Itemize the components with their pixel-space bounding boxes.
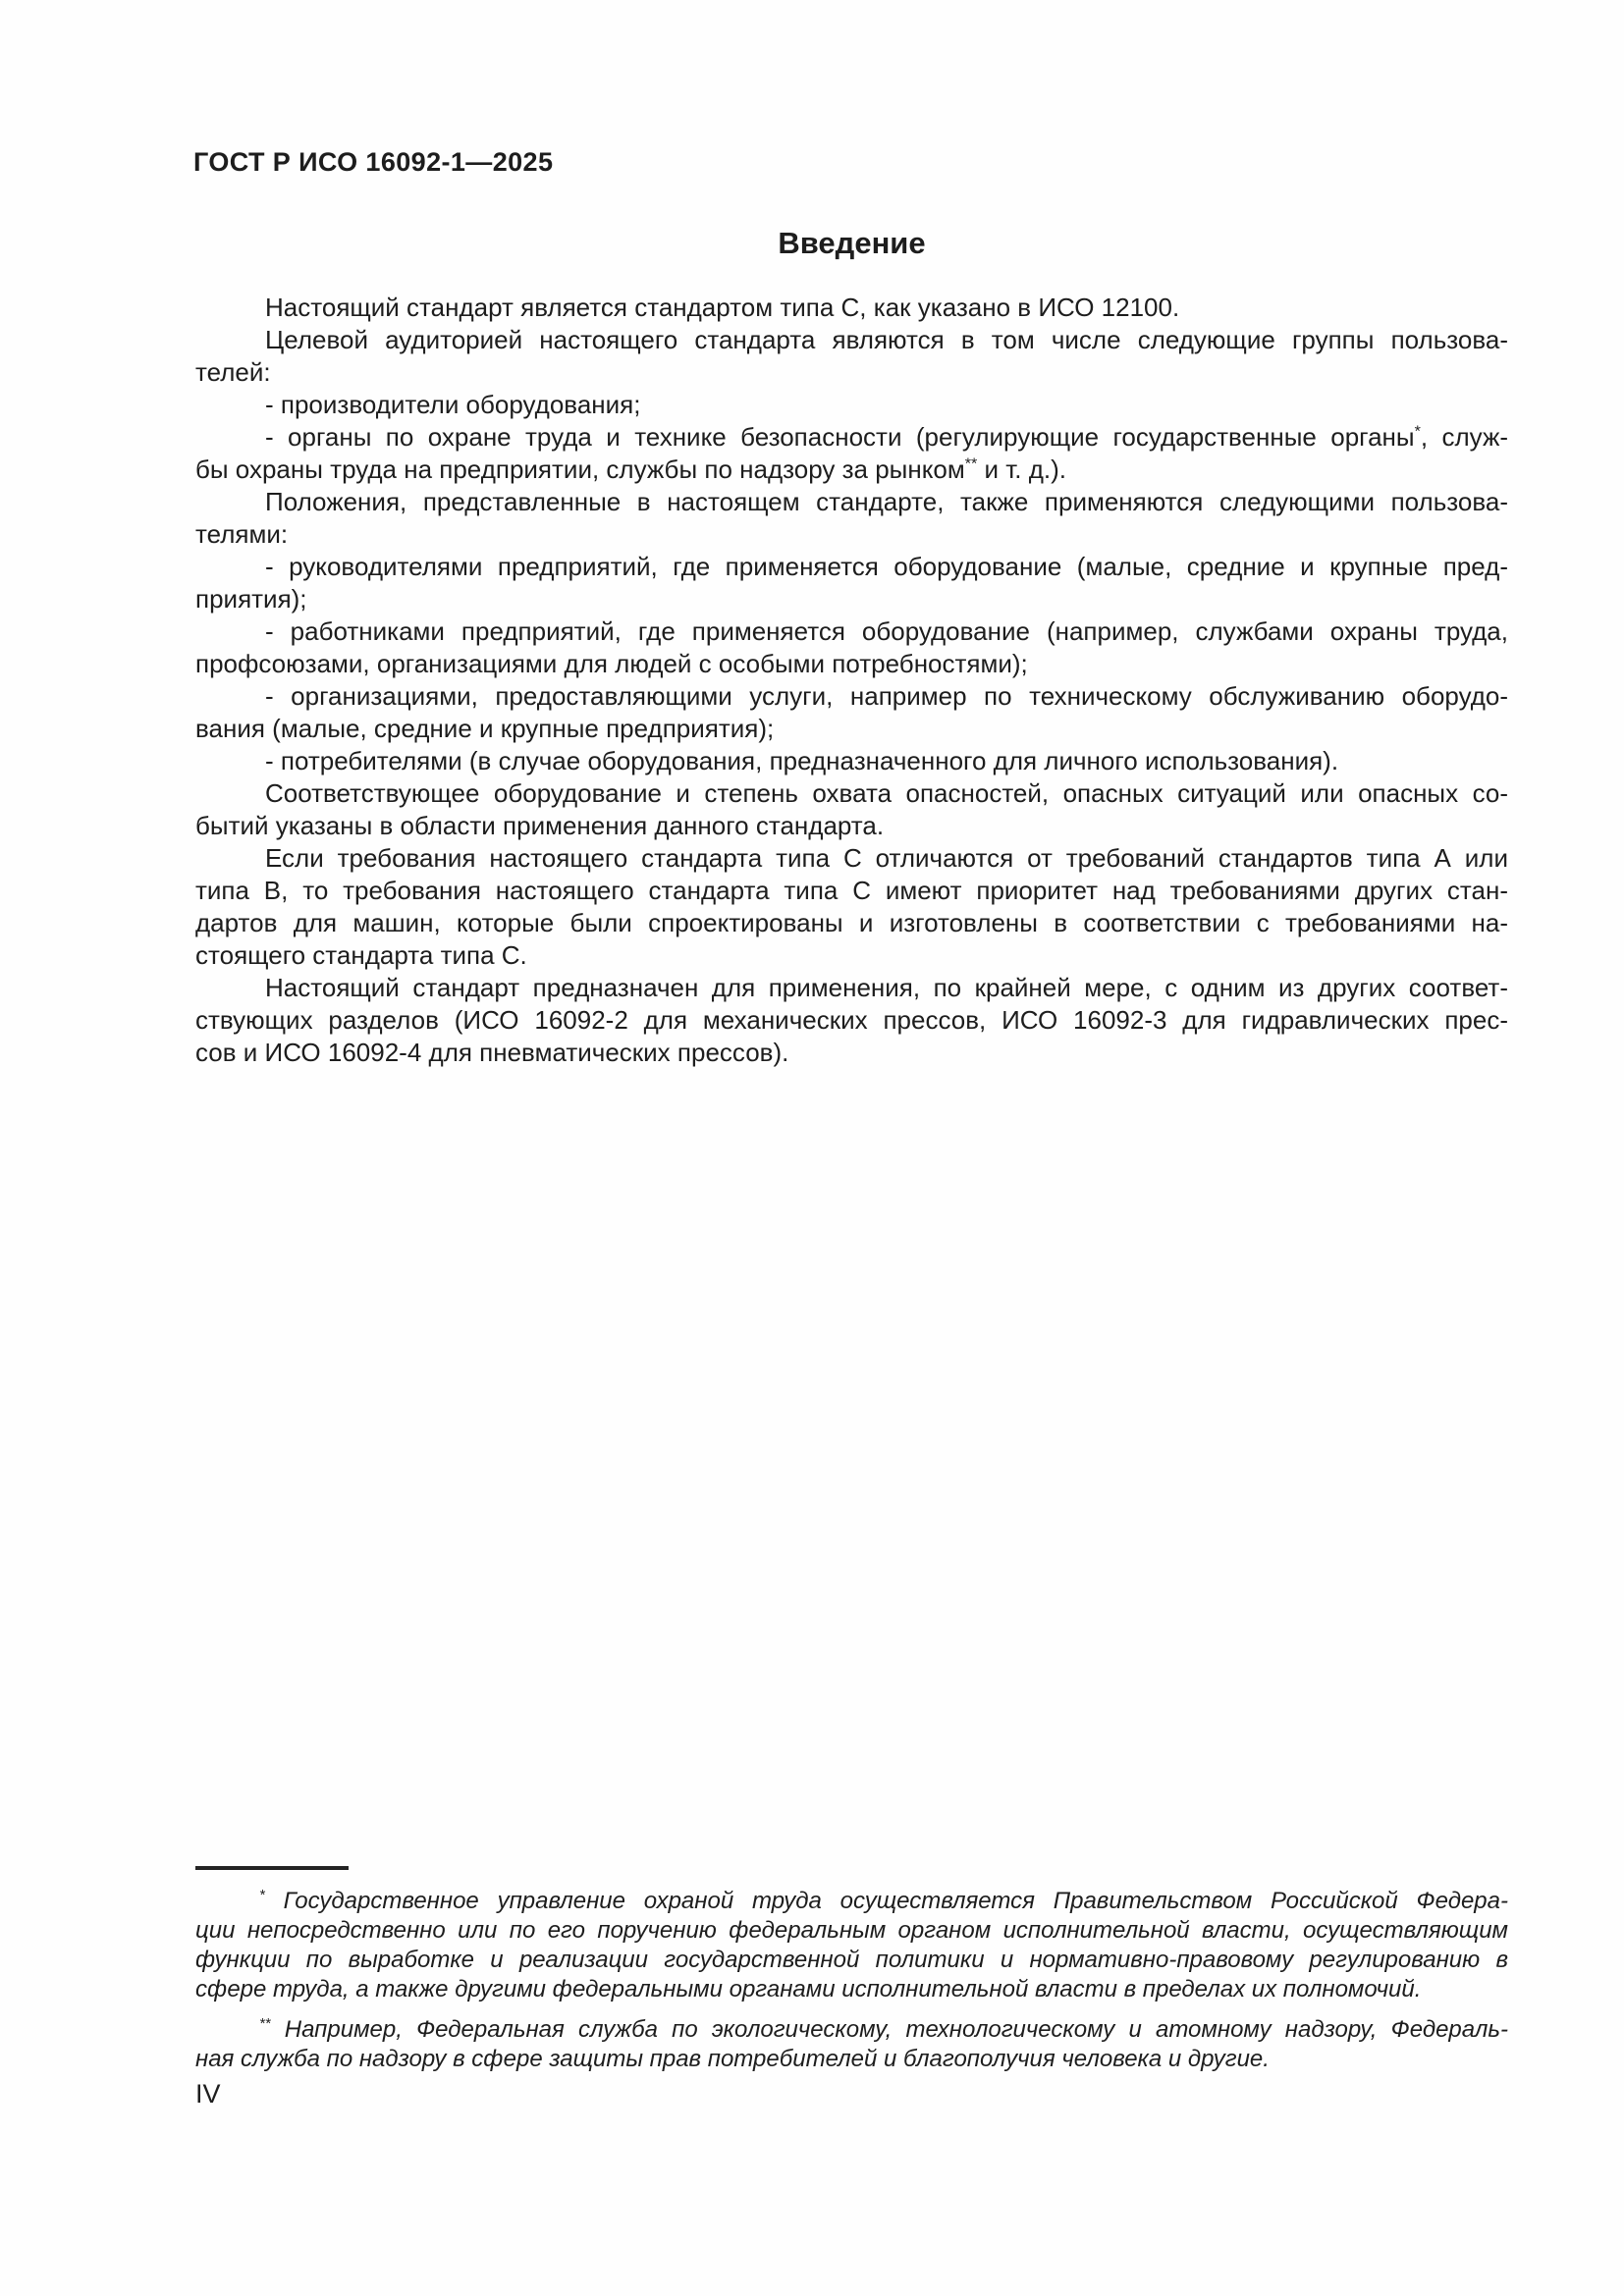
footnote-text-line: ции непосредственно или по его поручению федеральным органом исполнительной власти, осуществляющим — [195, 1917, 1508, 1944]
footnote-text-line: ная служба по надзору в сфере защиты прав потребителей и благополучия человека и другие. — [195, 2046, 1270, 2072]
body-paragraph — [195, 486, 1508, 551]
page-number: IV — [195, 2079, 221, 2109]
body-text-line: - работниками предприятий, где применяется оборудование (например, службами охраны труда, — [265, 616, 1508, 646]
document-code: ГОСТ Р ИСО 16092-1—2025 — [193, 147, 554, 177]
footnotes-block — [195, 1866, 1508, 2074]
body-paragraph — [195, 292, 1508, 324]
body-text-line: сов и ИСО 16092-4 для пневматических прессов). — [195, 1038, 789, 1067]
body-text-line: Положения, представленные в настоящем стандарте, также применяются следующими пользова- — [265, 487, 1508, 516]
body-text-line: Если требования настоящего стандарта типа С отличаются от требований стандартов типа А или — [265, 843, 1508, 873]
body-paragraph — [195, 421, 1508, 486]
footnote-marker: ** — [964, 454, 978, 473]
body-text-line: телями: — [195, 519, 289, 549]
body-text-line: дартов для машин, которые были спроектированы и изготовлены в соответствии с требованиями на- — [195, 908, 1508, 937]
body-text-line: вания (малые, средние и крупные предприятия); — [195, 714, 775, 743]
body-paragraph — [195, 842, 1508, 972]
body-paragraph — [195, 777, 1508, 842]
body-text-line: стоящего стандарта типа С. — [195, 940, 527, 970]
body-text-line: Настоящий стандарт является стандартом типа С, как указано в ИСО 12100. — [265, 293, 1180, 322]
body-paragraph — [195, 324, 1508, 389]
body-paragraph — [195, 972, 1508, 1069]
body-text-line: профсоюзами, организациями для людей с особыми потребностями); — [195, 649, 1028, 678]
body-text-line: Настоящий стандарт предназначен для применения, по крайней мере, с одним из других соответ- — [265, 973, 1508, 1002]
footnote-text-line: сфере труда, а также другими федеральными органами исполнительной власти в пределах их полномочий. — [195, 1976, 1422, 2002]
footnote — [195, 1887, 1508, 2004]
body-paragraph — [195, 745, 1508, 777]
body-text-line: телей: — [195, 357, 271, 387]
footnote-marker: ** — [259, 2016, 271, 2032]
footnote-text-line: * Государственное управление охраной труда осуществляется Правительством Российской Федера- — [259, 1888, 1508, 1914]
footnotes-list — [195, 1887, 1508, 2074]
body-text-line: ствующих разделов (ИСО 16092-2 для механических прессов, ИСО 16092-3 для гидравлических прес- — [195, 1005, 1508, 1035]
footnote-separator — [195, 1866, 349, 1870]
footnote — [195, 2015, 1508, 2074]
footnote-text-line: ** Например, Федеральная служба по экологическому, технологическому и атомному надзору, Федераль- — [259, 2016, 1508, 2043]
introduction-body — [195, 292, 1508, 1069]
footnote-text-line: функции по выработке и реализации государственной политики и нормативно-правовому регулированию в — [195, 1947, 1508, 1973]
body-text-line: - органы по охране труда и технике безопасности (регулирующие государственные органы*, служ- — [265, 422, 1508, 452]
body-text-line: приятия); — [195, 584, 307, 614]
page-title: Введение — [778, 226, 926, 260]
body-text-line: - организациями, предоставляющими услуги, например по техническому обслуживанию оборудо- — [265, 681, 1508, 711]
body-paragraph — [195, 615, 1508, 680]
body-paragraph — [195, 680, 1508, 745]
body-text-line: типа В, то требования настоящего стандарта типа С имеют приоритет над требованиями других стан- — [195, 876, 1508, 905]
body-text-line: - производители оборудования; — [265, 390, 641, 419]
body-paragraph — [195, 551, 1508, 615]
body-text-line: бы охраны труда на предприятии, службы по надзору за рынком** и т. д.). — [195, 454, 1066, 484]
body-text-line: бытий указаны в области применения данного стандарта. — [195, 811, 885, 840]
body-text-line: - потребителями (в случае оборудования, предназначенного для личного использования). — [265, 746, 1339, 775]
body-paragraph — [195, 389, 1508, 421]
footnote-marker: * — [1414, 422, 1421, 441]
body-text-line: Соответствующее оборудование и степень охвата опасностей, опасных ситуаций или опасных со- — [265, 778, 1508, 808]
body-text-line: Целевой аудиторией настоящего стандарта являются в том числе следующие группы пользова- — [265, 325, 1508, 354]
body-text-line: - руководителями предприятий, где применяется оборудование (малые, средние и крупные пред- — [265, 552, 1508, 581]
footnote-marker: * — [259, 1888, 265, 1903]
